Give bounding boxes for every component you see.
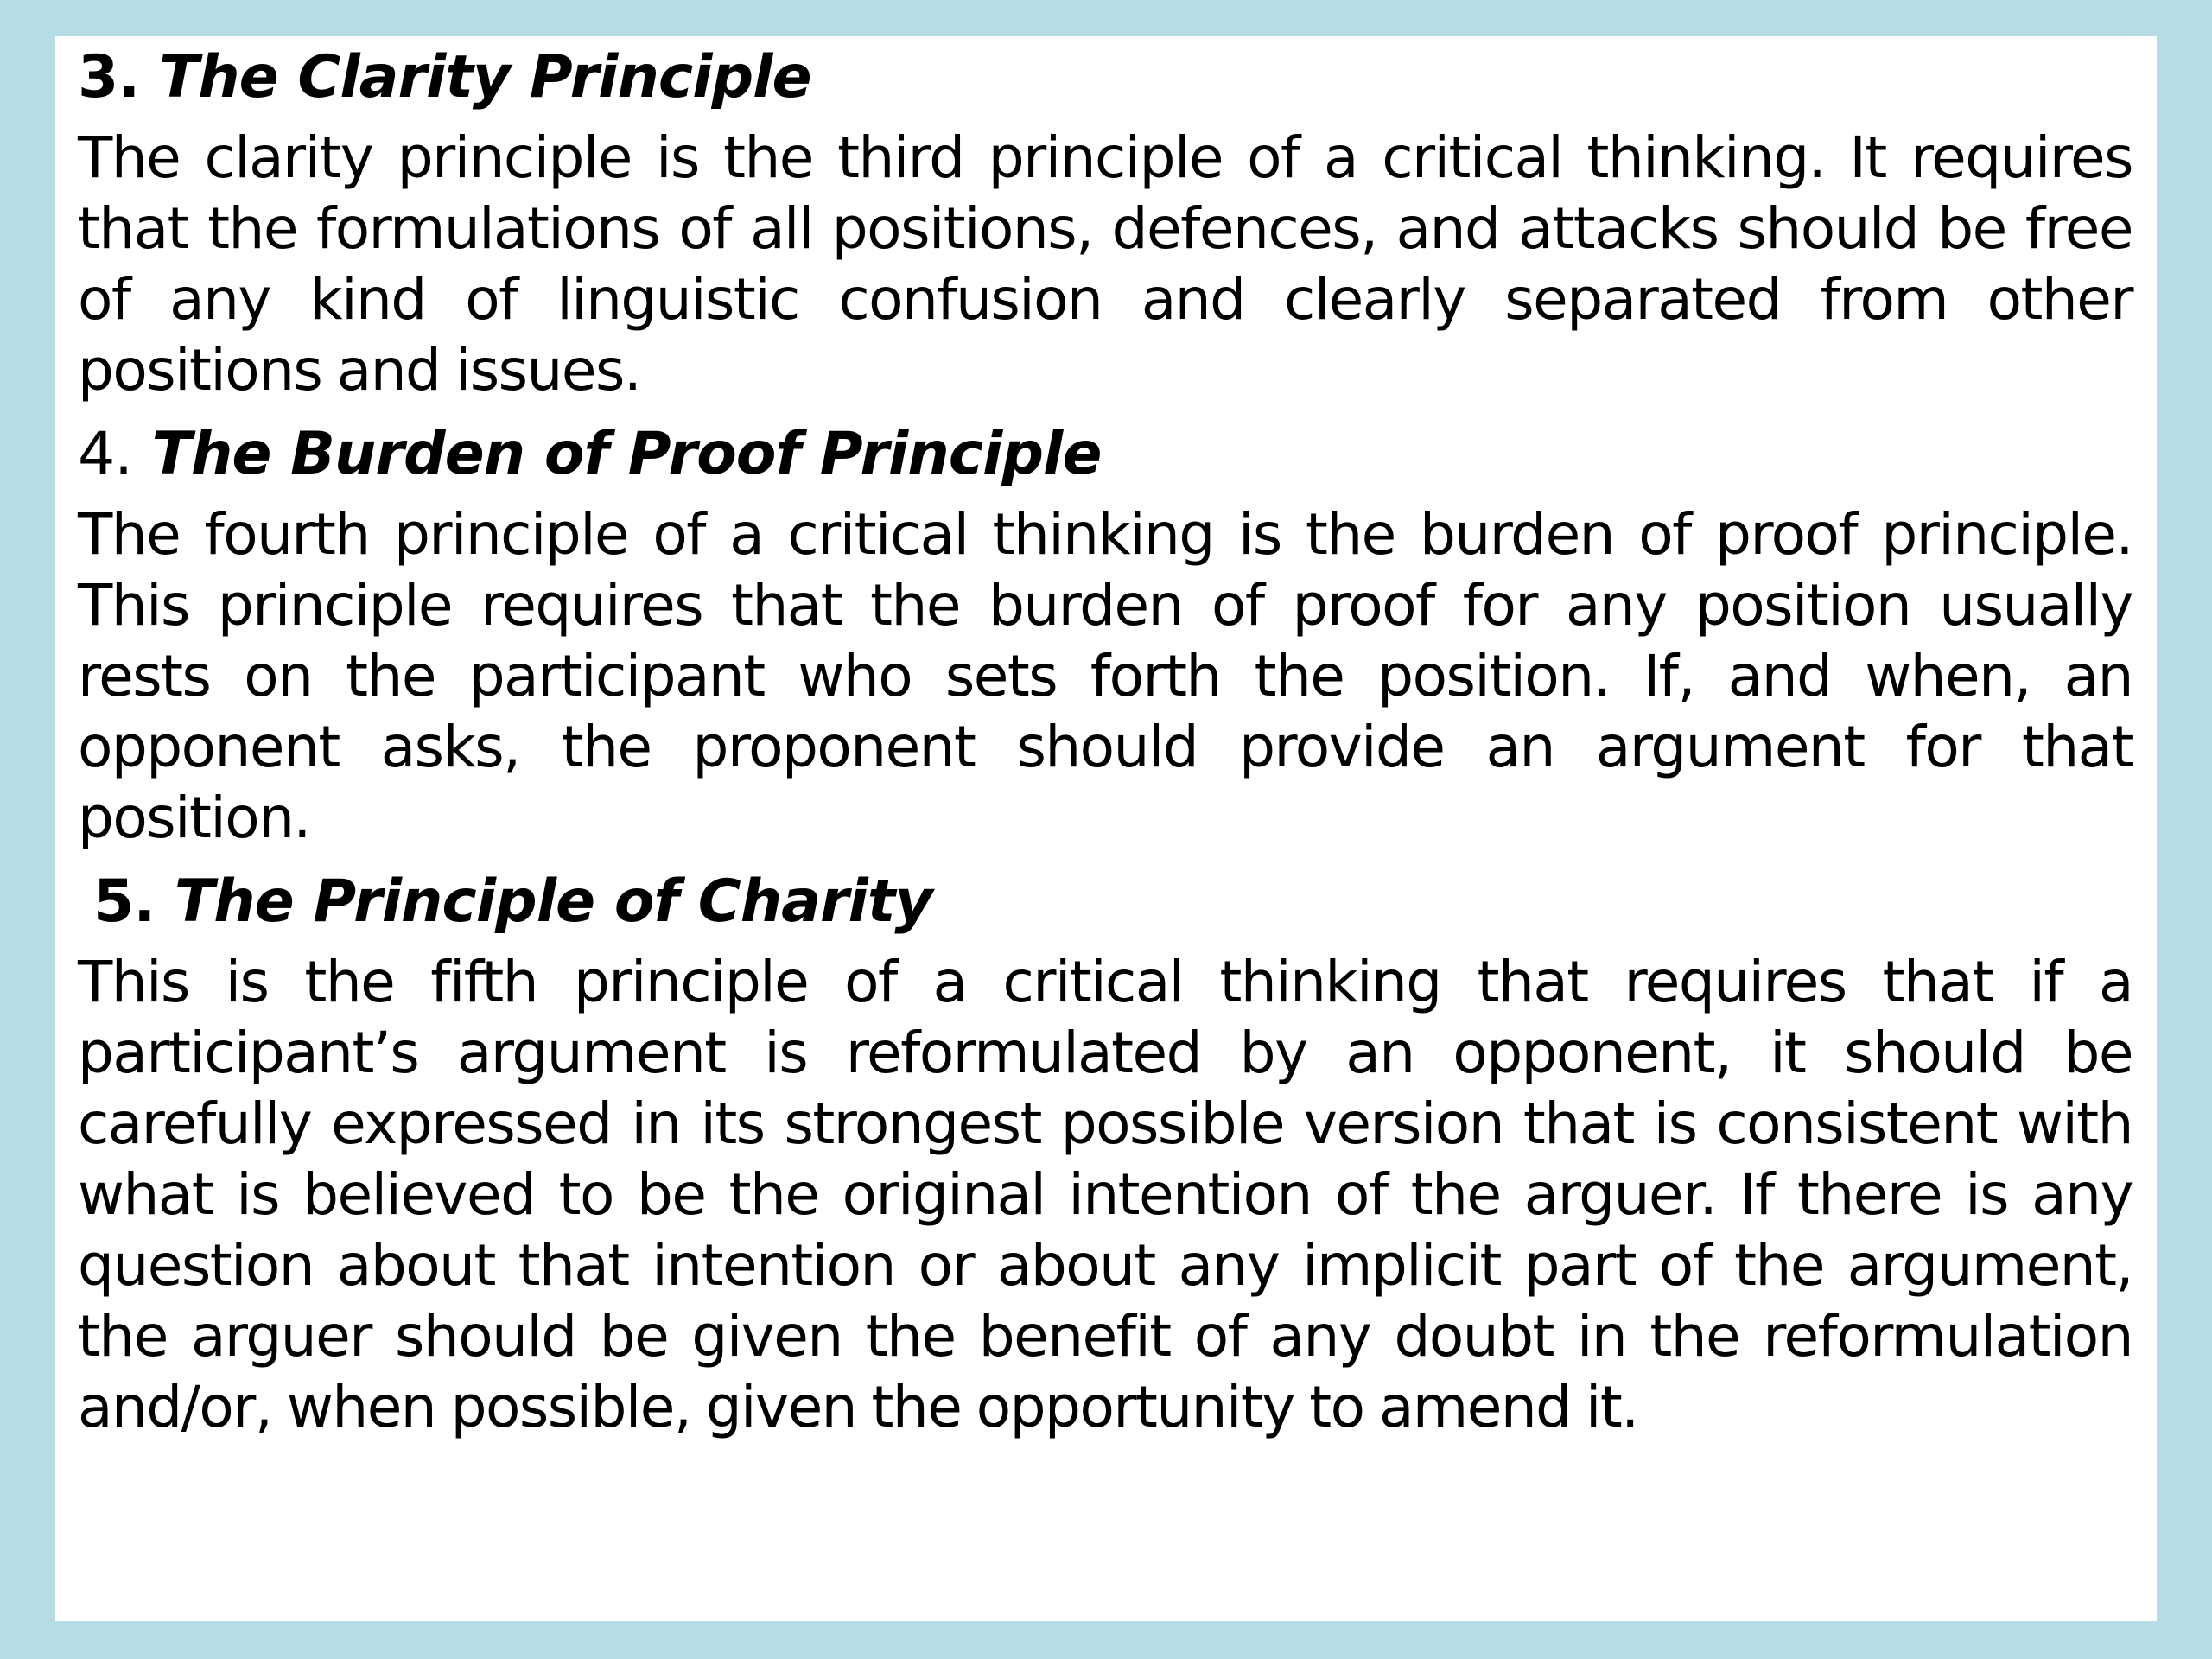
section-heading-burden-of-proof (78, 416, 2133, 493)
section-number: 5. (93, 868, 156, 936)
section-title: The Burden of Proof Principle (151, 420, 1102, 488)
section-body-clarity: The clarity principle is the third principle of a critical thinking. It requires that the formulations of all positions, defences, and attacks should be free of any kind of linguistic confusion and clearly separated from other positions and issues. (78, 124, 2133, 404)
slide-panel (55, 36, 2157, 1621)
section-title: The Principle of Charity (174, 868, 932, 936)
section-number: 3. (78, 43, 140, 111)
section-heading-charity (78, 864, 2133, 940)
section-body-charity: This is the fifth principle of a critical thinking that requires that if a participant’s argument is reformulated by an opponent, it should be carefully expressed in its strongest possible version that is consistent with what is believed to be the original intention of the arguer. If there is any question about that intention or about any implicit part of the argument, the arguer should be given the benefit of any doubt in the reformulation and/or, when possible, given the opportunity to amend it. (78, 949, 2133, 1440)
section-body-burden-of-proof: The fourth principle of a critical thinking is the burden of proof principle. This principle requires that the burden of proof for any position usually rests on the participant who sets forth the position. If, and when, an opponent asks, the proponent should provide an argument for that position. (78, 501, 2133, 851)
section-number: 4. (78, 420, 132, 488)
slide-content (78, 40, 2133, 1453)
section-title: The Clarity Principle (158, 43, 811, 111)
section-heading-clarity (78, 40, 2133, 116)
